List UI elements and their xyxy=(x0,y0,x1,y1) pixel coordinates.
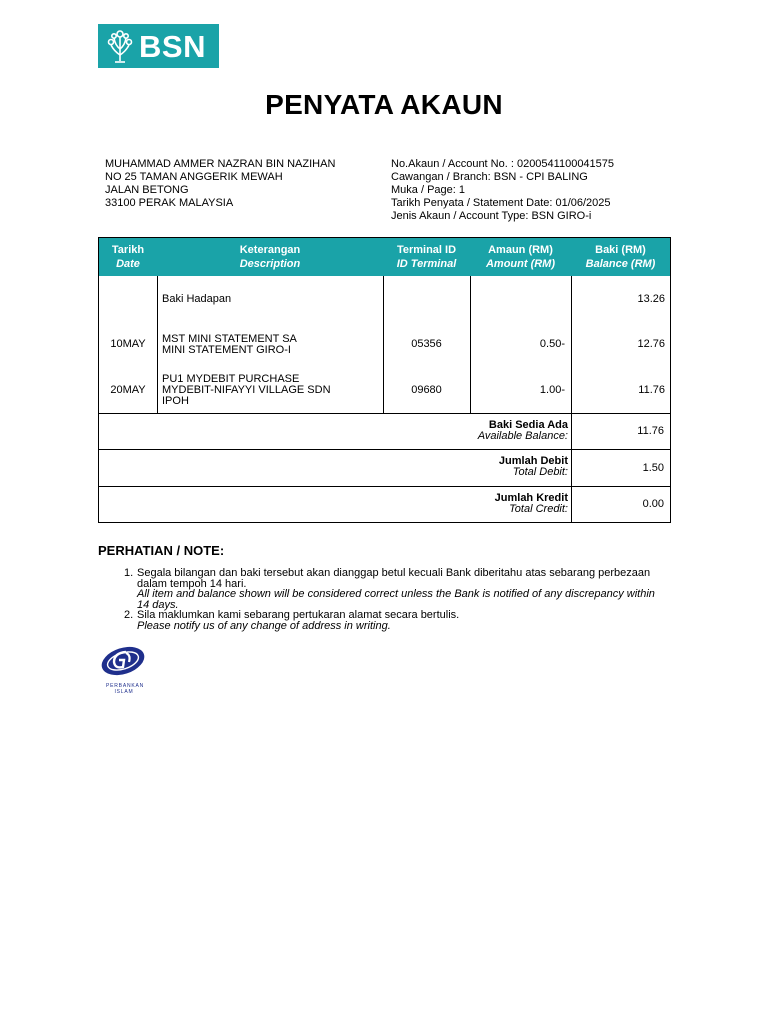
total-credit-label: Jumlah Kredit Total Credit: xyxy=(494,492,568,515)
total-credit-value: 0.00 xyxy=(642,498,664,510)
customer-address xyxy=(105,158,335,210)
header-date: Tarikh Date xyxy=(111,244,145,270)
note-text-en: All item and balance shown will be considered correct unless the Bank is notified of any discrepancy within 14 days. xyxy=(137,588,655,611)
account-info xyxy=(391,158,614,223)
account-page: Muka / Page: 1 xyxy=(391,184,465,196)
address-line-1: NO 25 TAMAN ANGGERIK MEWAH xyxy=(105,171,283,183)
note-text-en: Please notify us of any change of address in writing. xyxy=(137,619,391,632)
account-branch: Cawangan / Branch: BSN - CPI BALING xyxy=(391,171,588,183)
account-type: Jenis Akaun / Account Type: BSN GIRO-i xyxy=(391,210,592,222)
available-balance-value: 11.76 xyxy=(637,425,664,437)
summary-divider xyxy=(571,413,572,522)
row-divider xyxy=(99,486,670,487)
row-terminal: 05356 xyxy=(411,338,442,350)
row-date: 20MAY xyxy=(110,384,146,396)
row-divider xyxy=(99,413,670,414)
logo-text: BSN xyxy=(139,28,206,64)
bsn-logo xyxy=(98,24,219,68)
total-debit-value: 1.50 xyxy=(642,462,664,474)
note-number: 2. xyxy=(124,609,134,621)
header-description: Keterangan Description xyxy=(239,244,301,270)
row-amount: 0.50- xyxy=(539,338,565,350)
address-line-2: JALAN BETONG xyxy=(105,184,189,196)
total-debit-label: Jumlah Debit Total Debit: xyxy=(498,455,568,478)
row-description: PU1 MYDEBIT PURCHASE xyxy=(162,373,300,385)
statement-table xyxy=(98,237,671,523)
available-balance-label: Baki Sedia Ada Available Balance: xyxy=(477,419,568,442)
note-text-ms: Sila maklumkan kami sebarang pertukaran alamat secara bertulis. xyxy=(137,609,460,621)
notes-list xyxy=(124,568,669,631)
address-line-3: 33100 PERAK MALAYSIA xyxy=(105,197,234,209)
row-balance: 11.76 xyxy=(638,384,665,396)
row-date: 10MAY xyxy=(110,338,146,350)
row-description: MST MINI STATEMENT SA xyxy=(162,333,297,345)
note-text-ms: Segala bilangan dan baki tersebut akan dianggap betul kecuali Bank diberitahu atas sebarang perbezaan dalam tempoh 14 hari. xyxy=(137,567,651,590)
row-description-2: MINI STATEMENT GIRO-I xyxy=(162,344,291,356)
customer-name: MUHAMMAD AMMER NAZRAN BIN NAZIHAN xyxy=(105,158,336,170)
header-amount: Amaun (RM) Amount (RM) xyxy=(485,244,556,270)
account-number: No.Akaun / Account No. : 0200541100041575 xyxy=(391,158,615,170)
row-divider xyxy=(99,449,670,450)
row-balance: 13.26 xyxy=(637,293,665,305)
header-balance: Baki (RM) Balance (RM) xyxy=(585,244,656,270)
perbankan-islam-text: PERBANKAN ISLAM xyxy=(106,683,145,695)
header-terminal: Terminal ID ID Terminal xyxy=(396,244,457,270)
row-balance: 12.76 xyxy=(637,338,665,350)
perbankan-islam-logo xyxy=(100,645,148,695)
column-divider xyxy=(157,276,158,413)
row-description: Baki Hadapan xyxy=(162,293,232,305)
table-header xyxy=(99,238,670,276)
note-number: 1. xyxy=(124,567,134,579)
row-amount: 1.00- xyxy=(539,384,565,396)
row-description-2: MYDEBIT-NIFAYYI VILLAGE SDN xyxy=(162,384,331,396)
page-title: PENYATA AKAUN xyxy=(265,89,503,120)
row-terminal: 09680 xyxy=(411,384,442,396)
row-description-3: IPOH xyxy=(162,395,189,407)
tree-icon xyxy=(106,29,134,63)
note-item xyxy=(124,568,669,610)
statement-date: Tarikh Penyata / Statement Date: 01/06/2025 xyxy=(391,197,611,209)
perbankan-islam-emblem-icon xyxy=(100,645,148,679)
note-item xyxy=(124,610,669,631)
notes-title: PERHATIAN / NOTE: xyxy=(98,543,225,558)
